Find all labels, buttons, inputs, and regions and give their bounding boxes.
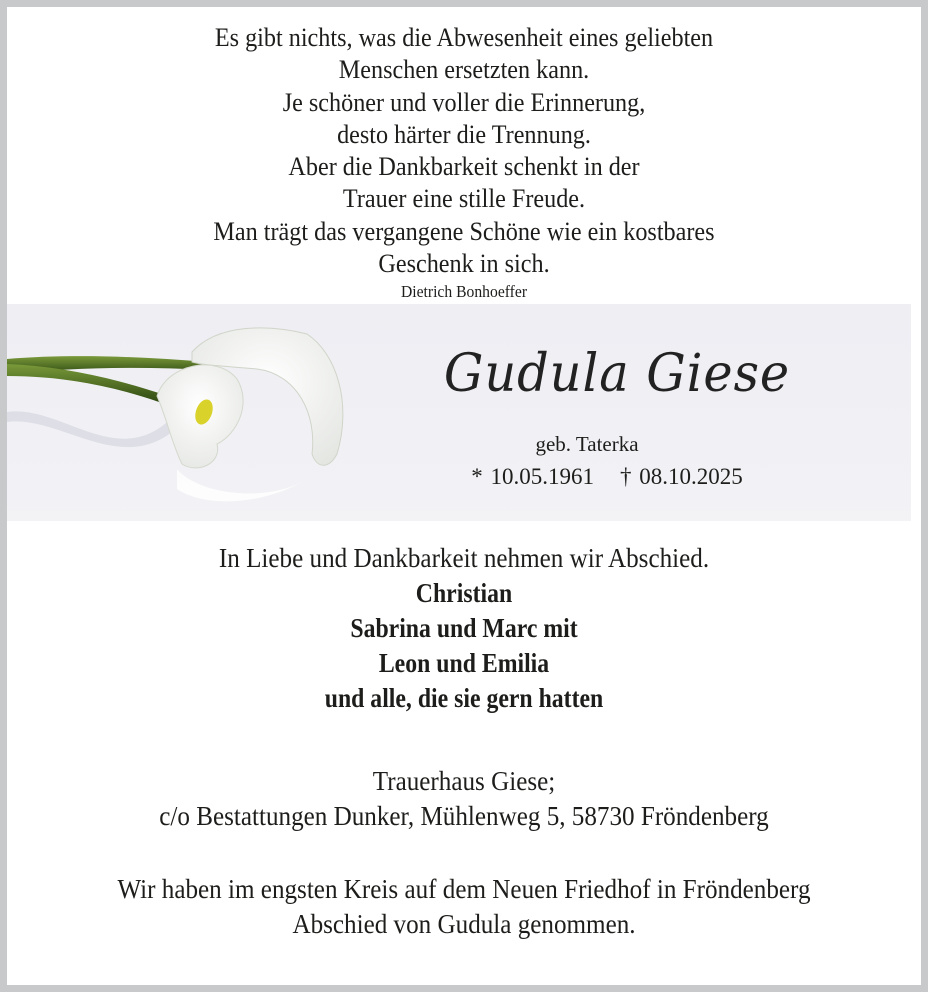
- mourner-name: Christian: [415, 578, 513, 608]
- address-line: Trauerhaus Giese;: [372, 766, 556, 796]
- poem-line: Menschen ersetzten kann.: [338, 55, 590, 85]
- poem-line: Geschenk in sich.: [378, 249, 550, 279]
- poem-line: Trauer eine stille Freude.: [342, 184, 586, 214]
- photo-band: [7, 304, 911, 521]
- deceased-name: Gudula Giese: [443, 344, 791, 404]
- poem-author: Dietrich Bonhoeffer: [400, 282, 528, 301]
- poem-line: desto härter die Trennung.: [337, 119, 591, 149]
- address-line: c/o Bestattungen Dunker, Mühlenweg 5, 58730 Fröndenberg: [159, 801, 769, 831]
- mourner-name: und alle, die sie gern hatten: [324, 683, 604, 713]
- farewell-line: In Liebe und Dankbarkeit nehmen wir Abschied.: [218, 543, 710, 573]
- mourning-address: [32, 764, 895, 834]
- poem: [32, 22, 895, 280]
- mourners-list: [56, 576, 873, 716]
- poem-line: Es gibt nichts, was die Abwesenheit eines geliebten: [214, 23, 714, 52]
- death-date: † 08.10.2025: [620, 464, 743, 489]
- life-dates: [437, 464, 777, 490]
- mourner-name: Leon und Emilia: [378, 648, 550, 678]
- note-line: Wir haben im engsten Kreis auf dem Neuen Friedhof in Fröndenberg: [117, 874, 811, 904]
- birth-date: * 10.05.1961: [471, 464, 594, 489]
- poem-line: Man trägt das vergangene Schöne wie ein kostbares: [213, 216, 715, 246]
- poem-line: Je schöner und voller die Erinnerung,: [282, 87, 646, 117]
- maiden-name: geb. Taterka: [535, 432, 639, 456]
- calla-lily-icon: [7, 304, 357, 521]
- poem-line: Aber die Dankbarkeit schenkt in der: [288, 152, 640, 182]
- mourner-name: Sabrina und Marc mit: [350, 613, 578, 643]
- burial-note: [32, 872, 895, 942]
- note-line: Abschied von Gudula genommen.: [292, 909, 636, 939]
